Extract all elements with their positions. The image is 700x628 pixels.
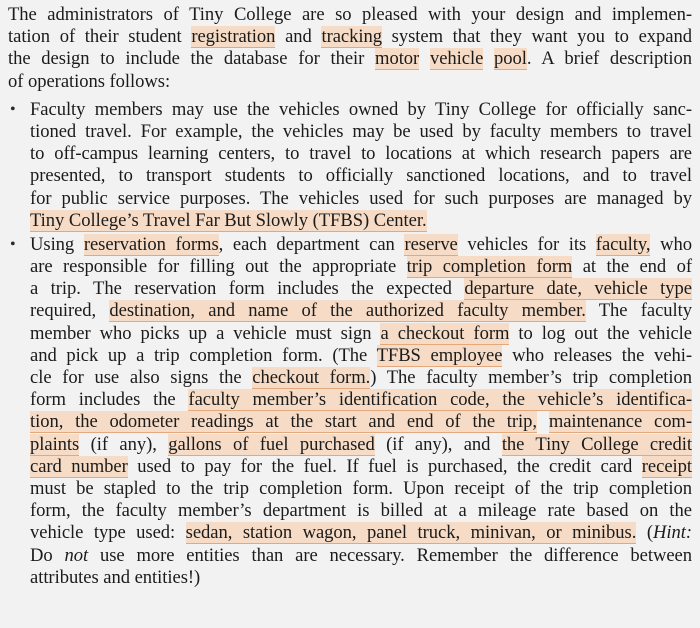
highlighted-phrase: tion, the odometer readings at the start and end of the trip, [30, 411, 538, 433]
text-line [30, 188, 692, 210]
text-segment: are responsible for filling out the appropriate [30, 256, 407, 278]
emphasis-text: Hint: [652, 522, 692, 544]
highlighted-phrase: checkout form. [252, 367, 371, 388]
bullet-item [8, 234, 692, 589]
text-line [8, 4, 692, 26]
text-segment: of operations follows: [8, 70, 171, 92]
text-line [30, 456, 692, 478]
highlighted-phrase: faculty member’s identification code, the vehicle’s identifica- [188, 389, 692, 411]
text-segment: tation of their student [8, 26, 192, 48]
text-segment: who [650, 233, 692, 255]
text-line [30, 522, 692, 544]
text-line [30, 545, 692, 567]
highlighted-phrase: pool [494, 48, 527, 70]
highlighted-phrase: Tiny College’s Travel Far But Slowly (TFBS) Center. [30, 209, 427, 231]
text-line [30, 143, 692, 165]
text-segment: use more entities than are necessary. Remember the difference between [88, 544, 692, 566]
text-segment: to log out the vehicle [509, 322, 692, 344]
highlighted-phrase: plaints [30, 433, 80, 455]
text-line [8, 71, 692, 93]
text-segment: form includes the [30, 389, 189, 411]
text-segment: ) The faculty member’s trip completion [370, 367, 692, 388]
highlighted-phrase: faculty, [595, 233, 651, 255]
text-line [30, 411, 692, 433]
highlighted-phrase: gallons of fuel purchased [168, 433, 375, 455]
text-line [30, 500, 692, 522]
text-segment: for public service purposes. The vehicles used for such purposes are managed by [30, 187, 692, 209]
text-segment: Do [30, 544, 65, 566]
text-line [30, 121, 692, 143]
highlighted-phrase: trip completion form [406, 256, 573, 278]
highlighted-phrase: reservation forms [83, 233, 219, 255]
highlighted-phrase: departure date, vehicle type [464, 278, 692, 300]
text-segment: and pick up a trip completion form. (The [30, 344, 377, 366]
highlighted-phrase: registration [191, 26, 276, 48]
bullet-marker: • [10, 235, 16, 253]
highlighted-phrase: motor [375, 48, 420, 70]
text-segment: who releases the vehi- [502, 344, 693, 366]
text-segment: system that they want you to expand [381, 26, 692, 48]
text-segment: the design to include the database for their [8, 48, 376, 70]
text-segment: a trip. The reservation form includes the expected [30, 278, 465, 300]
text-segment: and [275, 26, 322, 48]
text-segment: vehicles for its [457, 233, 596, 255]
text-segment: cle for use also signs the [30, 367, 253, 388]
text-segment: at the end of [572, 256, 692, 278]
text-segment [537, 411, 549, 432]
text-line [30, 234, 692, 256]
text-line [30, 278, 692, 300]
highlighted-phrase: receipt [641, 455, 692, 477]
text-segment: The administrators of Tiny College are so pleased with your design and implemen- [8, 4, 692, 25]
text-segment: (if any), [79, 433, 169, 455]
text-segment: to off-campus learning centers, to travel to locations at which research papers are [30, 143, 692, 165]
text-line [30, 434, 692, 456]
text-segment: , each department can [218, 233, 405, 255]
highlighted-phrase: sedan, station wagon, panel truck, minivan, or minibus. [185, 522, 637, 544]
emphasis-text: not [64, 544, 89, 566]
text-segment: required, [30, 300, 110, 322]
text-line [30, 345, 692, 367]
text-line [8, 48, 692, 70]
text-segment: The faculty [585, 300, 692, 322]
highlighted-phrase: the Tiny College credit [501, 433, 692, 455]
text-line [30, 300, 692, 322]
text-segment: form, the faculty member’s department is billed at a mileage rate based on the [30, 500, 692, 522]
highlighted-phrase: reserve [404, 233, 458, 255]
highlighted-phrase: TFBS employee [376, 344, 503, 366]
text-segment [419, 48, 430, 69]
text-segment: Faculty members may use the vehicles owned by Tiny College for officially sanc- [30, 98, 692, 120]
text-segment: . A brief description [526, 48, 692, 70]
highlighted-phrase: destination, and name of the authorized faculty member. [109, 300, 586, 322]
bullet-list [8, 99, 692, 589]
highlighted-phrase: maintenance com- [548, 411, 692, 433]
text-line [30, 165, 692, 187]
text-line [30, 567, 692, 589]
text-line [30, 478, 692, 500]
highlighted-phrase: card number [30, 455, 128, 477]
text-segment: ( [636, 522, 653, 544]
text-segment: used to pay for the fuel. If fuel is purchased, the credit card [127, 455, 642, 477]
text-segment: must be stapled to the trip completion form. Upon receipt of the trip completion [30, 477, 692, 499]
text-line [8, 26, 692, 48]
text-line [30, 99, 692, 121]
text-line [30, 210, 692, 232]
text-segment: tioned travel. For example, the vehicles may be used by faculty members to travel [30, 120, 692, 142]
text-line [30, 367, 692, 389]
text-segment: Using [30, 233, 84, 255]
text-line [30, 256, 692, 278]
text-segment: member who picks up a vehicle must sign [30, 322, 381, 344]
highlighted-phrase: a checkout form [380, 322, 510, 344]
text-segment: vehicle type used: [30, 522, 186, 544]
text-line [30, 389, 692, 411]
text-segment: attributes and entities!) [30, 566, 201, 588]
intro-paragraph [8, 4, 692, 93]
text-line [30, 323, 692, 345]
highlighted-phrase: vehicle [429, 48, 484, 70]
text-segment: (if any), and [374, 433, 502, 455]
text-segment [483, 48, 494, 69]
text-segment: presented, to transport students to officially sanctioned locations, and to travel [30, 165, 692, 187]
bullet-item [8, 99, 692, 232]
highlighted-phrase: tracking [321, 26, 382, 48]
bullet-marker: • [10, 100, 16, 118]
